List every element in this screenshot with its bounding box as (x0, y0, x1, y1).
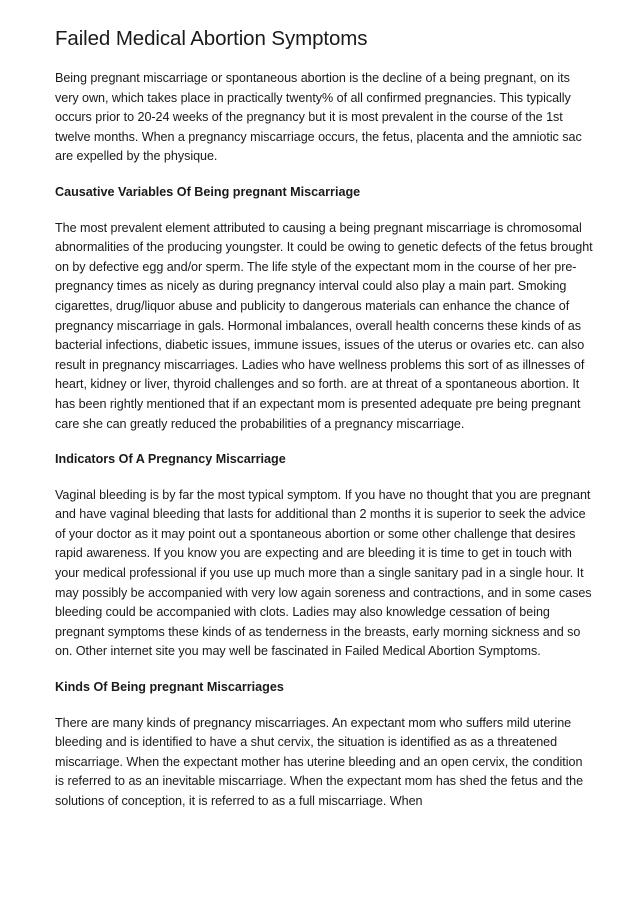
section-body-causes: The most prevalent element attributed to causing a being pregnant miscarriage is chromosomal abnormalities of the producing youngster. It could be owing to genetic defects of the fetus brought on by defective egg and/or sperm. The life style of the expectant mom in the course of her pre-pregnancy times as nicely as during pregnancy interval could also play a main part. Smoking cigarettes, drug/liquor abuse and publicity to dangerous materials can enhance the chance of pregnancy miscarriage in gals. Hormonal imbalances, overall health concerns these kinds of as bacterial infections, diabetic issues, immune issues, issues of the uterus or ovaries etc. can also result in pregnancy miscarriages. Ladies who have wellness problems this sort of as illnesses of heart, kidney or liver, thyroid challenges and so forth. are at threat of a spontaneous abortion. It has been rightly mentioned that if an expectant mom is presented adequate pre being pregnant care she can greatly reduced the probabilities of a pregnancy miscarriage. (55, 220, 593, 431)
section-body-kinds: There are many kinds of pregnancy miscarriages. An expectant mom who suffers mild uterine bleeding and is identified to have a shut cervix, the situation is identified as as a threatened miscarriage. When the expectant mother has uterine bleeding and an open cervix, the condition is referred to as an inevitable miscarriage. When the expectant mom has shed the fetus and the solutions of conception, it is referred to as a full miscarriage. When (55, 715, 584, 808)
section-heading-kinds: Kinds Of Being pregnant Miscarriages (55, 680, 284, 695)
section-body-indicators: Vaginal bleeding is by far the most typical symptom. If you have no thought that you are pregnant and have vaginal bleeding that lasts for additional than 2 months it is superior to seek the advice of your doctor as it may point out a spontaneous abortion or some other challenge that desires rapid awareness. If you know you are expecting and are bleeding it is time to get in touch with your medical professional if you use up much more than a single sanitary pad in a single hour. It may possibly be accompanied with very low again soreness and contractions, and in some cases bleeding could be accompanied with clots. Ladies may also knowledge cessation of being pregnant symptoms these kinds of as tenderness in the breasts, early morning sickness and so on. Other internet site you may well be fascinated in Failed Medical Abortion Symptoms. (55, 487, 592, 659)
section-heading-indicators: Indicators Of A Pregnancy Miscarriage (55, 452, 286, 467)
page-title: Failed Medical Abortion Symptoms (55, 27, 368, 50)
section-heading-causes: Causative Variables Of Being pregnant Miscarriage (55, 184, 361, 199)
document-page (55, 26, 593, 828)
intro-paragraph: Being pregnant miscarriage or spontaneous abortion is the decline of a being pregnant, on its very own, which takes place in practically twenty% of all confirmed pregnancies. This typically occurs prior to 20-24 weeks of the pregnancy but it is most prevalent in the course of the 1st twelve months. When a pregnancy miscarriage occurs, the fetus, placenta and the amniotic sac are expelled by the physique. (55, 71, 582, 164)
